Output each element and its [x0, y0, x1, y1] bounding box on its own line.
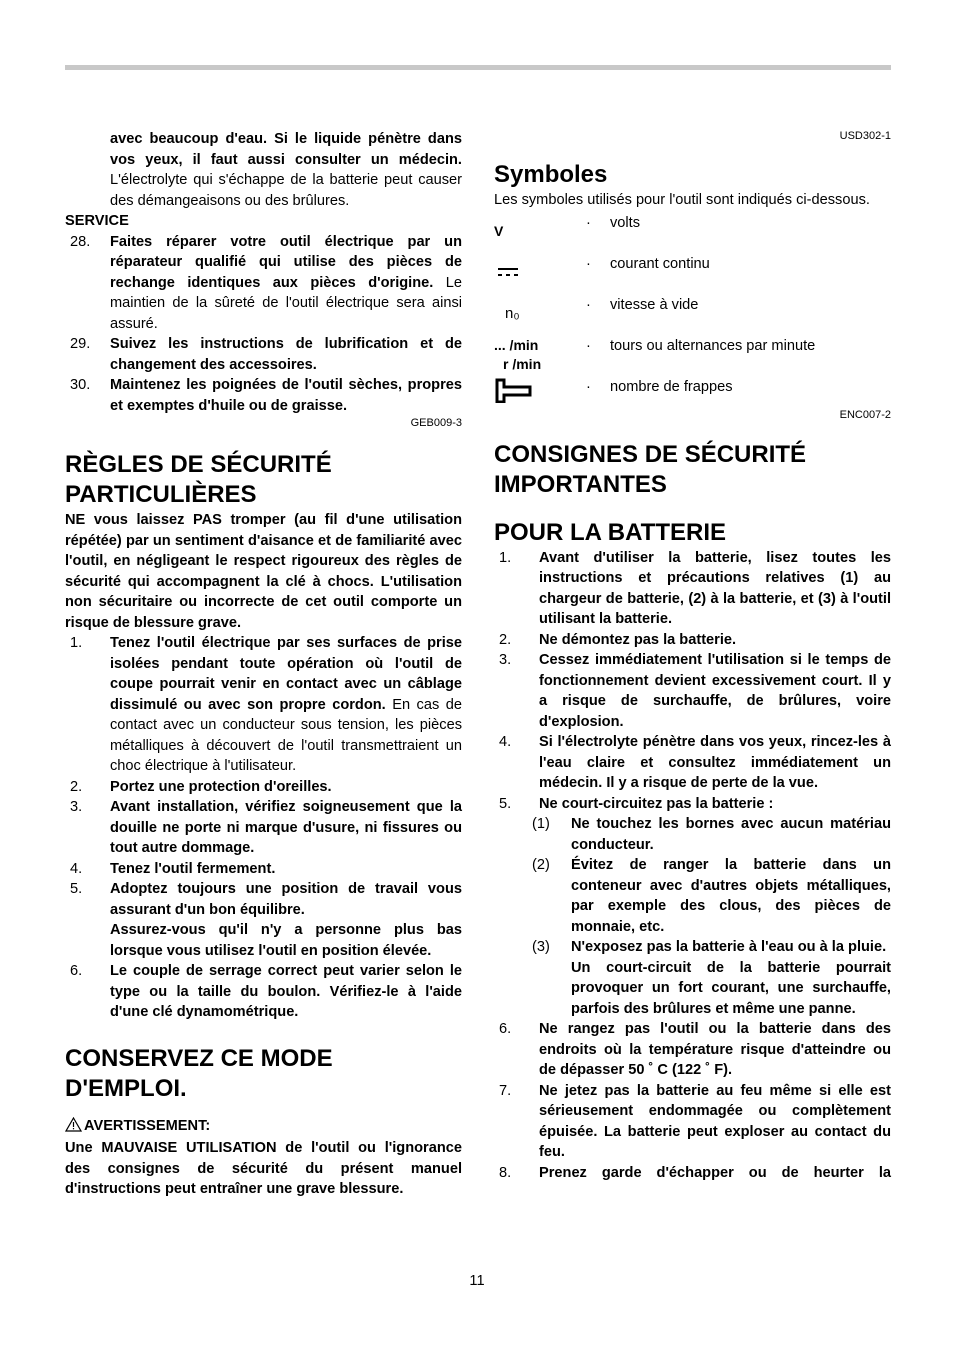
- list-item: 4. Tenez l'outil fermement.: [70, 860, 276, 877]
- list-item: 7. Ne jetez pas la batterie au feu même si elle est sérieusement endommagée ou complètement épuisée. La batterie peut exploser au contact du feu.: [499, 1082, 891, 1160]
- reference-code: GEB009-3: [410, 417, 462, 429]
- reference-code: ENC007-2: [839, 408, 891, 421]
- impact-rate-icon: [494, 377, 586, 410]
- continuation-paragraph: avec beaucoup d'eau. Si le liquide pénètre dans vos yeux, il faut aussi consulter un médecin. L'électrolyte qui s'échappe de la batterie peut causer des démangeaisons ou des brûlures.: [110, 131, 462, 209]
- sub-list-item: (1) Ne touchez les bornes avec aucun matériau conducteur.: [532, 816, 891, 853]
- list-item: 8. Prenez garde d'échapper ou de heurter la: [499, 1164, 891, 1181]
- symbol-row: V · volts: [494, 214, 641, 239]
- regles-intro: NE vous laissez PAS tromper (au fil d'une utilisation répétée) par un sentiment d'aisance et de familiarité avec l'outil, en négligeant le respect rigoureux des règles de sécurité qui accompagnent la clé à chocs. L'utilisation non sécuritaire ou incorrecte de cet outil comporte un risque de blessure grave.: [65, 512, 462, 631]
- warning-icon: [65, 1117, 82, 1139]
- list-item: 2. Portez une protection d'oreilles.: [70, 778, 332, 795]
- list-item: 30. Maintenez les poignées de l'outil sèches, propres et exemptes d'huile ou de graisse.: [70, 377, 462, 414]
- list-item: 29. Suivez les instructions de lubrification et de changement des accessoires.: [70, 336, 462, 373]
- consignes-title: CONSIGNES DE SÉCURITÉ IMPORTANTES: [494, 440, 807, 498]
- per-minute-symbol: ... /min r /min: [494, 336, 542, 372]
- list-item: 5. Adoptez toujours une position de travail vous assurant d'un bon équilibre. Assurez-vous qu'il n'y a personne plus bas lorsque vous utilisez l'outil en position élevée.: [70, 881, 462, 959]
- list-item: 6. Le couple de serrage correct peut varier selon le type ou la taille du boulon. Vérifiez-le à l'aide d'une clé dynamométrique.: [70, 963, 462, 1020]
- direct-current-icon: [494, 254, 586, 287]
- conservez-title: CONSERVEZ CE MODE D'EMPLOI.: [65, 1044, 333, 1102]
- symbol-row: ... /min r /min · tours ou alternances par minute: [494, 336, 816, 372]
- service-heading: SERVICE: [65, 213, 129, 229]
- reference-code: USD302-1: [839, 130, 891, 142]
- symboles-intro: Les symboles utilisés pour l'outil sont indiqués ci-dessous.: [494, 192, 870, 208]
- regles-title: RÈGLES DE SÉCURITÉ PARTICULIÈRES: [65, 451, 332, 508]
- right-column: [494, 129, 891, 1183]
- left-column: [65, 129, 462, 1200]
- volts-symbol: V: [494, 222, 504, 239]
- page-number: 11: [469, 1273, 485, 1289]
- symbol-row: · nombre de frappes: [494, 377, 891, 418]
- list-item: 3. Avant installation, vérifiez soigneusement que la douille ne porte ni marque d'usure, ni fissures ou tout autre dommage.: [70, 799, 462, 856]
- list-item: 1. Tenez l'outil électrique par ses surfaces de prise isolées pendant toute opération où l'outil de coupe pourrait venir en contact avec un câblage dissimulé ou avec son propre cordon. En cas de contact avec un conducteur sous tension, les pièces métalliques à découvert de l'outil transmettraient un choc électrique à l'utilisateur.: [70, 635, 462, 774]
- list-item: 5. Ne court-circuitez pas la batterie :: [499, 795, 774, 812]
- symboles-title: Symboles: [494, 161, 608, 188]
- list-item: 6. Ne rangez pas l'outil ou la batterie dans des endroits où la température risque d'atteindre ou de dépasser 50 ˚ C (122 ˚ F).: [499, 1021, 891, 1078]
- sub-list-item: (3) N'exposez pas la batterie à l'eau ou à la pluie. Un court-circuit de la batterie pourrait provoquer un fort courant, une surchauffe, parfois des brûlures et même une panne.: [532, 939, 891, 1017]
- batterie-title: POUR LA BATTERIE: [494, 518, 726, 546]
- list-item: 3. Cessez immédiatement l'utilisation si le temps de fonctionnement devient excessivement court. Il y a risque de surchauffe, de brûlures, voire d'explosion.: [499, 652, 891, 730]
- list-item: 28. Faites réparer votre outil électrique par un réparateur qualifié qui utilise des pièces de rechange identiques aux pièces d'origine. Le maintien de la sûreté de l'outil électrique sera ainsi assuré.: [70, 233, 462, 332]
- symbol-row: n₀ · vitesse à vide: [494, 295, 891, 336]
- list-item: 2. Ne démontez pas la batterie.: [499, 631, 737, 648]
- list-item: 4. Si l'électrolyte pénètre dans vos yeux, rincez-les à l'eau claire et consultez immédiatement un médecin. Il y a risque de perte de la vue.: [499, 734, 891, 791]
- warning-text: Une MAUVAISE UTILISATION de l'outil ou l'ignorance des consignes de sécurité du présent manuel d'instructions peut entraîner une grave blessure.: [65, 1140, 462, 1197]
- sub-list-item: (2) Évitez de ranger la batterie dans un conteneur avec d'autres objets métalliques, par exemple des clous, des pièces de monnaie, etc.: [532, 857, 891, 935]
- symbol-row: · courant continu: [494, 254, 891, 295]
- no-load-speed-symbol: n₀: [505, 304, 520, 322]
- header-rule: [65, 65, 891, 70]
- warning-heading: AVERTISSEMENT:: [65, 1116, 462, 1139]
- list-item: 1. Avant d'utiliser la batterie, lisez toutes les instructions et précautions relatives (1) au chargeur de batterie, (2) à la batterie, et (3) à l'outil utilisant la batterie.: [499, 549, 891, 627]
